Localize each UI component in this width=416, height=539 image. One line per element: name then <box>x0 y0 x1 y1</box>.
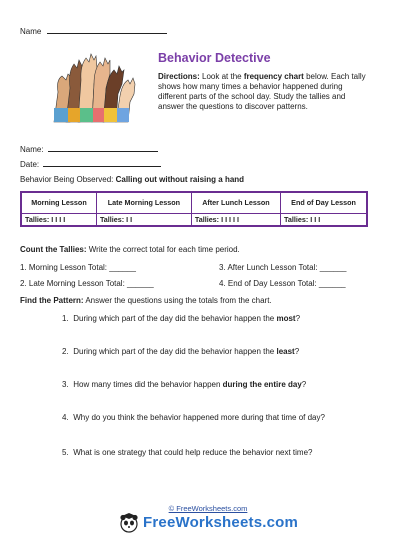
name-label: Name: <box>20 145 44 154</box>
table-row <box>21 214 367 227</box>
question-end: ? <box>295 314 301 323</box>
question-text: During which part of the day did the behavior happen the <box>73 314 277 323</box>
question-emphasis: most <box>276 314 296 323</box>
pattern-instructions <box>20 296 272 306</box>
question-text: During which part of the day did the behavior happen the <box>73 347 277 356</box>
count-text: Write the correct total for each time period. <box>86 245 240 254</box>
top-name-row <box>20 25 167 37</box>
date-label: Date: <box>20 160 40 169</box>
question-number: 3. <box>62 380 69 389</box>
footer-logo-text: FreeWorksheets.com <box>143 514 299 531</box>
question-end: ? <box>301 380 307 389</box>
question-number: 2. <box>62 347 69 356</box>
question-item <box>62 314 300 324</box>
tally-cell: Tallies: I I I <box>281 214 367 227</box>
question-number: 5. <box>62 448 69 457</box>
frequency-chart <box>20 191 368 227</box>
page-title: Behavior Detective <box>158 51 271 65</box>
question-item <box>62 380 306 390</box>
raised-hands-illustration <box>48 50 140 126</box>
question-emphasis: during the entire day <box>222 380 302 389</box>
question-item <box>62 413 325 423</box>
question-text: Why do you think the behavior happened more during that time of day? <box>73 413 325 422</box>
count-instructions <box>20 245 240 255</box>
question-text: How many times did the behavior happen <box>73 380 223 389</box>
question-number: 4. <box>62 413 69 422</box>
table-header-cell: Late Morning Lesson <box>96 192 191 214</box>
question-end: ? <box>294 347 300 356</box>
table-header-row <box>21 192 367 214</box>
question-text: What is one strategy that could help reduce the behavior next time? <box>73 448 313 457</box>
question-item <box>62 347 299 357</box>
directions-label: Directions: <box>158 72 200 81</box>
name-row <box>20 143 158 155</box>
question-item <box>62 448 312 458</box>
top-name-label: Name <box>20 27 42 36</box>
count-item: 2. Late Morning Lesson Total: ______ <box>20 279 154 288</box>
behavior-value: Calling out without raising a hand <box>115 175 245 184</box>
name-field[interactable] <box>48 143 158 152</box>
tally-cell: Tallies: I I I I I <box>191 214 280 227</box>
count-item: 4. End of Day Lesson Total: ______ <box>219 279 346 288</box>
directions-text-b: below. Each tally shows how many times a behavior happened during different parts of the school day. Study the tallies and answer the questions to discover patterns. <box>158 72 366 111</box>
question-emphasis: least <box>276 347 295 356</box>
directions-bold-term: frequency chart <box>243 72 304 81</box>
behavior-row <box>20 175 244 185</box>
pattern-label: Find the Pattern: <box>20 296 84 305</box>
directions-text-a: Look at the <box>199 72 244 81</box>
count-item: 3. After Lunch Lesson Total: ______ <box>219 263 347 272</box>
table-header-cell: After Lunch Lesson <box>191 192 280 214</box>
question-number: 1. <box>62 314 69 323</box>
count-item: 1. Morning Lesson Total: ______ <box>20 263 136 272</box>
behavior-label: Behavior Being Observed: <box>20 175 116 184</box>
tally-cell: Tallies: I I <box>96 214 191 227</box>
date-row <box>20 158 161 170</box>
date-field[interactable] <box>43 158 161 167</box>
directions-text <box>158 72 370 112</box>
top-name-field[interactable] <box>47 25 167 34</box>
tally-cell: Tallies: I I I I <box>21 214 96 227</box>
footer-link[interactable]: © FreeWorksheets.com <box>168 504 248 513</box>
table-header-cell: End of Day Lesson <box>281 192 367 214</box>
panda-logo-icon <box>118 512 140 534</box>
pattern-text: Answer the questions using the totals from the chart. <box>83 296 272 305</box>
count-label: Count the Tallies: <box>20 245 87 254</box>
table-header-cell: Morning Lesson <box>21 192 96 214</box>
